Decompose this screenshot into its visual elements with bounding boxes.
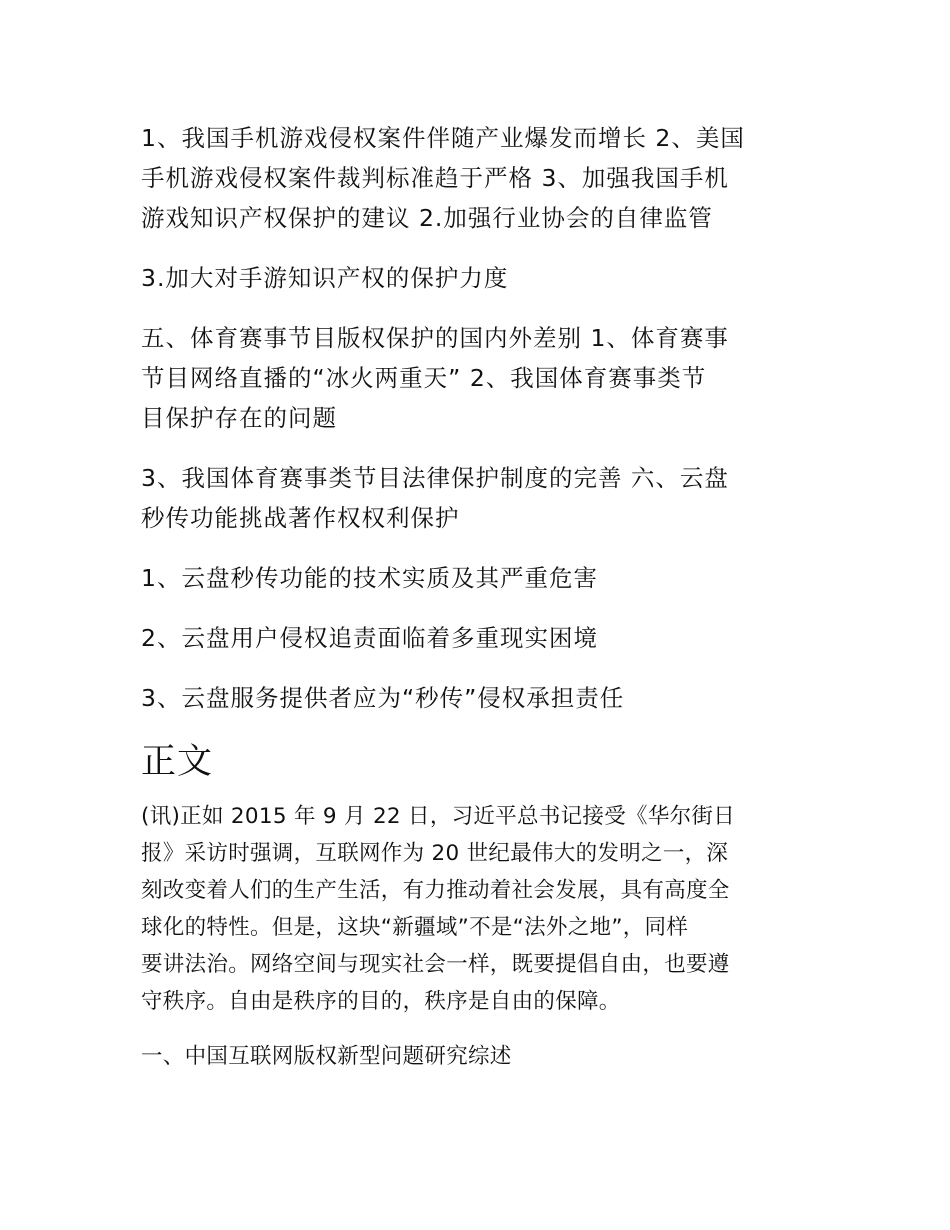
text-line: 1、我国手机游戏侵权案件伴随产业爆发而增长 2、美国 xyxy=(141,124,745,152)
text-line: 守秩序。自由是秩序的目的，秩序是自由的保障。 xyxy=(141,989,621,1014)
toc-paragraph-6 xyxy=(141,618,811,658)
text-line: 1、云盘秒传功能的技术实质及其严重危害 xyxy=(141,564,598,592)
body-paragraph-1 xyxy=(141,798,811,1020)
text-line: 3、云盘服务提供者应为“秒传”侵权承担责任 xyxy=(141,684,625,712)
toc-paragraph-7 xyxy=(141,678,811,718)
text-line: 要讲法治。网络空间与现实社会一样，既要提倡自由，也要遵 xyxy=(141,952,730,977)
text-line: 3.加大对手游知识产权的保护力度 xyxy=(141,264,509,292)
text-line: 手机游戏侵权案件裁判标准趋于严格 3、加强我国手机 xyxy=(141,164,729,192)
document-page xyxy=(141,118,811,1093)
toc-paragraph-3 xyxy=(141,318,811,438)
toc-paragraph-2 xyxy=(141,258,811,298)
toc-paragraph-5 xyxy=(141,558,811,598)
text-line: 节目网络直播的“冰火两重天” 2、我国体育赛事类节 xyxy=(141,364,707,392)
text-line: 2、云盘用户侵权追责面临着多重现实困境 xyxy=(141,624,598,652)
text-line: 刻改变着人们的生产生活，有力推动着社会发展，具有高度全 xyxy=(141,878,730,903)
text-line: 游戏知识产权保护的建议 2.加强行业协会的自律监管 xyxy=(141,204,713,232)
section-heading: 正文 xyxy=(141,742,214,782)
toc-paragraph-1 xyxy=(141,118,811,238)
text-line: 五、体育赛事节目版权保护的国内外差别 1、体育赛事 xyxy=(141,324,729,352)
text-line: 报》采访时强调，互联网作为 20 世纪最伟大的发明之一，深 xyxy=(141,841,729,866)
body-paragraph-2 xyxy=(141,1038,811,1075)
text-line: 秒传功能挑战著作权权利保护 xyxy=(141,504,460,532)
text-line: (讯)正如 2015 年 9 月 22 日，习近平总书记接受《华尔街日 xyxy=(141,804,736,829)
text-line: 3、我国体育赛事类节目法律保护制度的完善 六、云盘 xyxy=(141,464,729,492)
toc-paragraph-4 xyxy=(141,458,811,538)
text-line: 目保护存在的问题 xyxy=(141,404,337,432)
text-line: 一、中国互联网版权新型问题研究综述 xyxy=(141,1044,512,1069)
text-line: 球化的特性。但是，这块“新疆域”不是“法外之地”，同样 xyxy=(141,915,689,940)
